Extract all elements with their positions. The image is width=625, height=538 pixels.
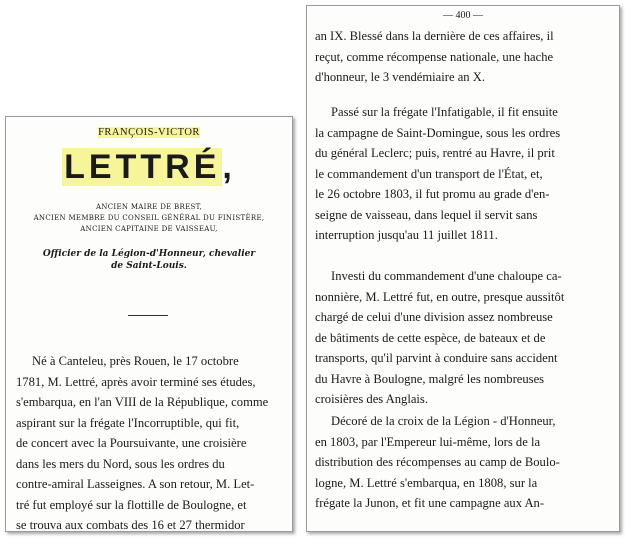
text-line: chargé de celui d'une division assez nombreuse [315,310,553,324]
text-line: aspirant sur la frégate l'Incorruptible, qui fit, [16,415,240,430]
titles-block [6,202,292,235]
text-line: se trouva aux combats des 16 et 27 thermidor [16,518,245,532]
text-line: nonnière, M. Lettré fut, en outre, presque aussitôt [315,289,565,304]
text-line: du général Leclerc; puis, rentré au Havre, il prit [315,146,555,160]
text-line: en 1803, par l'Empereur lui-même, lors de la [315,434,541,449]
text-line: d'honneur, le 3 vendémiaire an X. [315,70,485,84]
text-line: de bâtiments de cette espèce, de bateaux et de [315,330,546,345]
text-line: croisières des Anglais. [315,392,428,406]
paragraph-chaloupe [315,266,611,410]
section-divider [128,315,168,316]
text-line: dans les mers du Nord, sous les ordres du [16,456,225,471]
text-line: frégate la Junon, et fit une campagne aux An- [315,496,545,510]
text-line: Né à Canteleu, près Rouen, le 17 octobre [32,354,239,368]
text-line: Investi du commandement d'une chaloupe ca- [331,269,562,283]
honours-line: de Saint-Louis. [111,261,187,271]
honours-line: Officier de la Légion-d'Honneur, chevalier [42,249,256,259]
text-line: transports, qu'il parvint à conduire sans accident [315,351,558,365]
text-line: s'embarqua, en l'an VIII de la République, comme [16,395,269,409]
biography-paragraph [16,351,283,532]
left-page-scan [5,116,293,532]
surname-text: LETTRÉ [64,148,221,186]
honours-block [14,248,284,272]
text-line: le commandement d'un transport de l'État, et, [315,166,543,181]
right-page-scan [306,5,620,532]
given-name-text: FRANÇOIS-VICTOR [98,127,200,138]
paragraph-continuation [315,26,611,88]
paragraph-infatigable [315,102,611,246]
title-line: ANCIEN CAPITAINE DE VAISSEAU, [80,225,218,233]
title-line: ANCIEN MEMBRE DU CONSEIL GÉNÉRAL DU FINISTÈRE, [33,214,265,222]
text-line: an IX. Blessé dans la dernière de ces affaires, il [315,29,554,43]
text-line: Passé sur la frégate l'Infatigable, il fit ensuite [331,105,558,119]
text-line: 1781, M. Lettré, après avoir terminé ses études, [16,374,256,389]
text-line: la campagne de Saint-Domingue, sous les ordres [315,125,561,140]
text-line: logne, M. Lettré s'embarqua, en 1808, sur la [315,475,538,490]
text-line: Décoré de la croix de la Légion - d'Honneur, [331,414,556,428]
text-line: reçut, comme récompense nationale, une hache [315,49,554,64]
surname-heading [6,147,292,187]
surname-comma: , [222,148,236,186]
text-line: seigne de vaisseau, dans lequel il servit sans [315,207,538,222]
title-line: ANCIEN MAIRE DE BREST, [95,203,203,211]
text-line: le 26 octobre 1803, il fut promu au grade d'en- [315,187,550,201]
given-name [6,127,292,138]
text-line: distribution des récompenses au camp de Boulo- [315,455,560,469]
text-line: contre-amiral Lasseignes. A son retour, M. Let- [16,477,255,491]
text-line: tré fut employé sur la flottille de Boulogne, et [16,497,247,512]
paragraph-decoration [315,411,611,514]
text-line: interruption jusqu'au 11 juillet 1811. [315,228,498,242]
page-number: — 400 — [443,10,483,21]
text-line: du Havre à Boulogne, malgré les nombreuses [315,371,545,386]
text-line: de concert avec la Poursuivante, une croisière [16,436,247,450]
